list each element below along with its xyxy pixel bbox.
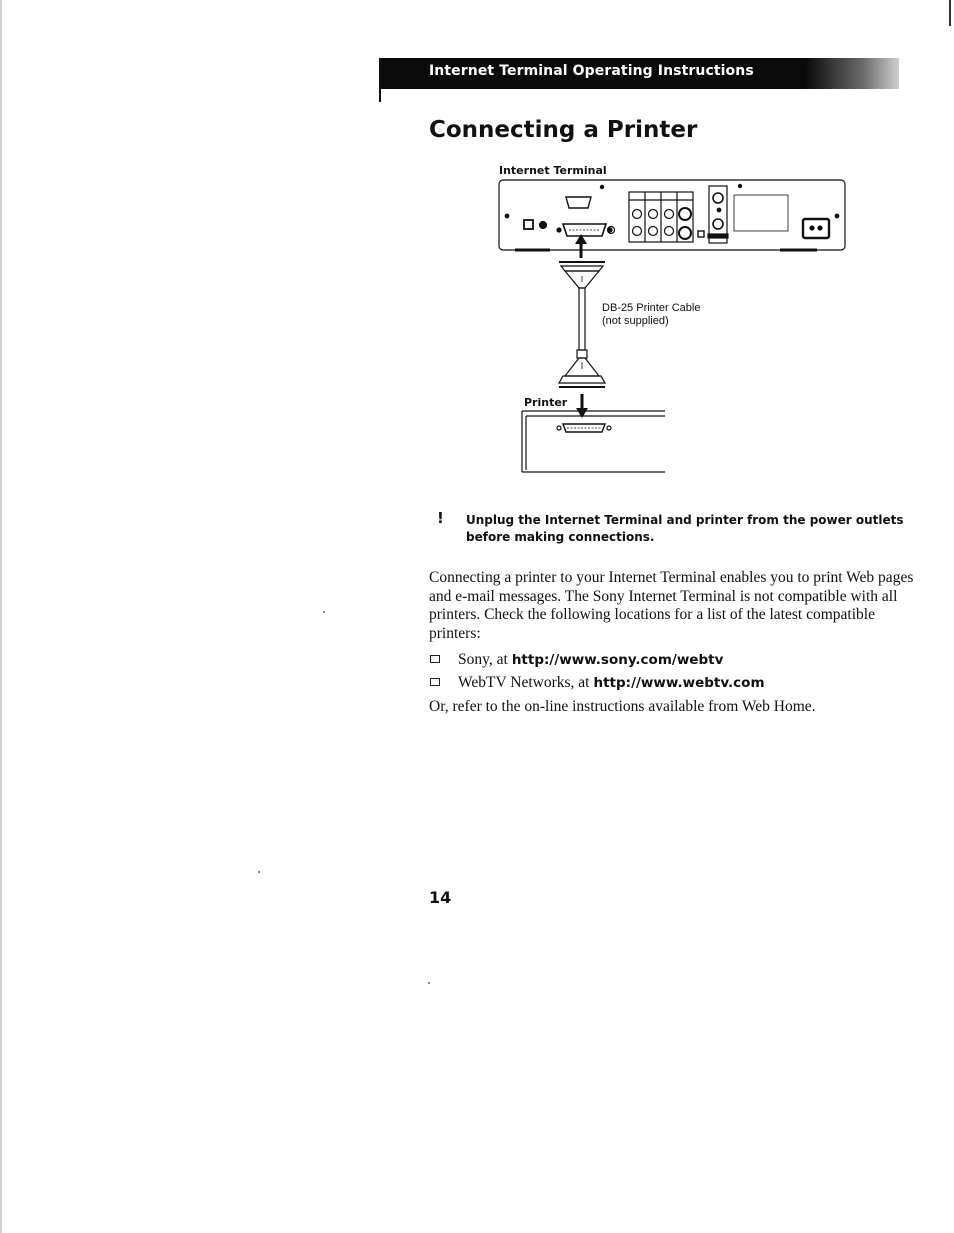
checkbox-bullet-icon	[430, 678, 440, 686]
page-edge	[0, 0, 2, 1233]
intro-paragraph: Connecting a printer to your Internet Terminal enables you to print Web pages and e-mail messages. The Sony Internet Terminal is not compatible with all printers. Check the following locations for a list of the latest compatible printers:	[429, 569, 914, 642]
scan-speck	[258, 871, 260, 873]
cable-label-line2: (not supplied)	[602, 315, 669, 327]
checkbox-bullet-icon	[430, 655, 440, 663]
scan-speck	[323, 611, 325, 613]
header-title: Internet Terminal Operating Instructions	[429, 63, 754, 79]
list-item	[429, 674, 765, 697]
header-tick	[379, 58, 381, 102]
cable-label-line1: DB-25 Printer Cable	[602, 302, 701, 314]
arrow-up-icon	[575, 234, 587, 258]
printer-label: Printer	[524, 396, 568, 409]
page-edge-mark	[949, 0, 951, 26]
location-prefix: WebTV Networks, at	[458, 674, 590, 691]
arrow-down-icon	[576, 394, 588, 418]
sony-url-link[interactable]: http://www.sony.com/webtv	[511, 652, 724, 668]
location-list	[429, 651, 765, 697]
terminal-label: Internet Terminal	[499, 164, 607, 177]
warning-icon: !	[437, 509, 444, 527]
scan-speck	[428, 982, 430, 984]
page-title: Connecting a Printer	[429, 117, 698, 143]
warning-text: Unplug the Internet Terminal and printer from the power outlets before making connections.	[466, 513, 904, 544]
page-number: 14	[429, 888, 452, 907]
webtv-url-link[interactable]: http://www.webtv.com	[593, 675, 765, 691]
closing-paragraph: Or, refer to the on-line instructions available from Web Home.	[429, 698, 816, 715]
terminal-back-panel	[499, 180, 845, 250]
cable-label	[602, 302, 700, 328]
printer-outline	[522, 411, 665, 472]
location-prefix: Sony, at	[458, 651, 508, 668]
list-item	[429, 651, 765, 674]
db25-cable	[559, 262, 605, 387]
